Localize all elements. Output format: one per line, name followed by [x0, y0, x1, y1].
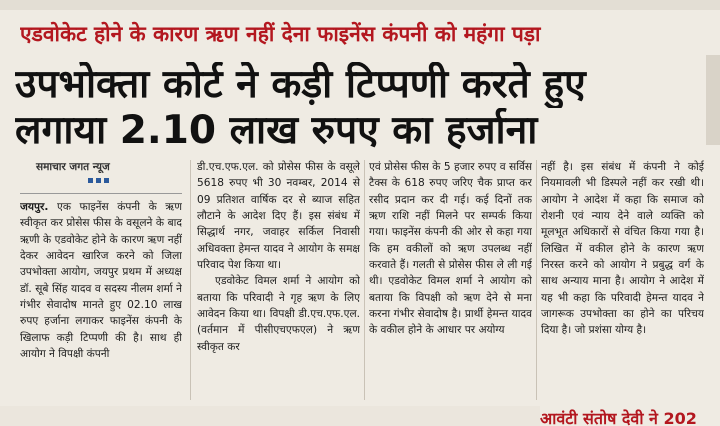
- byline-divider: [20, 193, 182, 194]
- byline-ornament: [88, 178, 128, 184]
- next-article-strip: [0, 406, 540, 426]
- headline-line-1: उपभोक्ता कोर्ट ने कड़ी टिप्पणी करते हुए: [15, 62, 586, 107]
- adjacent-page-edge: [706, 55, 720, 145]
- column-rule: [190, 160, 191, 400]
- headline-line-2: लगाया 2.10 लाख रुपए का हर्जाना: [15, 108, 538, 153]
- column-4-text: नहीं है। इस संबंध में कंपनी ने कोई नियमावली भी डिस्पले नहीं कर रखी थी। आयोग ने आदेश में कहा कि समाज को रोशनी एवं न्याय देने वाले व्यक्ति को मूलभूत अधिकारों से वंचित किया गया है। लिखित में वकील होने के कारण ऋण निरस्त करने को आयोग ने प्रबुद्ध वर्ग के साथ अन्याय माना है। आयोग ने आदेश में यह भी कहा कि परिवादी हेमन्त यादव ने जागरूक उपभोक्ता का होने का परिचय दिया है। जो प्रशंसा योग्य है।: [541, 161, 704, 337]
- previous-article-strip: [0, 0, 720, 10]
- article-column-3: [369, 159, 532, 404]
- next-article-headline: आवंटी संतोष देवी ने 202: [540, 409, 697, 426]
- article-column-1: [20, 199, 182, 395]
- article-kicker: एडवोकेट होने के कारण ऋण नहीं देना फाइनेंस कंपनी को महंगा पड़ा: [20, 22, 541, 46]
- column-3-text: एवं प्रोसेस फीस के 5 हजार रुपए व सर्विस टैक्स के 618 रुपए जरिए चैक प्राप्त कर रसीद प्रदान कर दी गई। कई दिनों तक ऋण राशि नहीं मिलने पर सम्पर्क किया गया। फाइनेंस कंपनी की ओर से कहा गया कि हम वकीलों को ऋण उपलब्ध नहीं करवाते हैं। गलती से प्रोसेस फीस ले ली गई थी। एडवोकेट विमल शर्मा ने आयोग को बताया कि विपक्षी को ऋण देने से मना करना गंभीर सेवादोष है। प्रार्थी हेमन्त यादव के वकील होने के आधार पर अयोग्य: [369, 161, 532, 337]
- column-2-paragraph-1: डी.एच.एफ.एल. को प्रोसेस फीस के वसूले 5618 रुपए भी 30 नवम्बर, 2014 से 09 प्रतिशत वार्षिक दर से ब्याज सहित लौटाने के आदेश दिए हैं। इस संबंध में सिद्धार्थ नगर, जवाहर सर्किल निवासी अधिवक्ता हेमन्त यादव ने आयोग के समक्ष परिवाद पेश किया था।: [197, 161, 360, 272]
- article-column-4: [541, 159, 704, 404]
- column-rule: [364, 160, 365, 400]
- article-column-2: [197, 159, 360, 404]
- column-2-paragraph-2: एडवोकेट विमल शर्मा ने आयोग को बताया कि परिवादी ने गृह ऋण के लिए आवेदन किया था। विपक्षी डी.एच.एफ.एल. (वर्तमान में पीसीएचएफएल) ने ऋण स्वीकृत कर: [197, 275, 360, 353]
- article-headline: [15, 62, 705, 154]
- dateline: जयपुर.: [20, 201, 49, 213]
- column-rule: [536, 160, 537, 400]
- column-1-text: एक फाइनेंस कंपनी के ऋण स्वीकृत कर प्रोसेस फीस के वसूलने के बाद ऋणी के एडवोकेट होने के कारण ऋण नहीं देकर आवेदन खारिज करने को जिला उपभोक्ता आयोग, जयपुर प्रथम में अध्यक्ष डॉ. सूबे सिंह यादव व सदस्य नीलम शर्मा ने गंभीर सेवादोष मानते हुए 02.10 लाख रुपए हर्जाना लगाकर फाइनेंस कंपनी के खिलाफ कड़ी टिप्पणी की है। साथ ही आयोग ने विपक्षी कंपनी: [20, 201, 182, 361]
- byline: समाचार जगत न्यूज: [36, 161, 110, 173]
